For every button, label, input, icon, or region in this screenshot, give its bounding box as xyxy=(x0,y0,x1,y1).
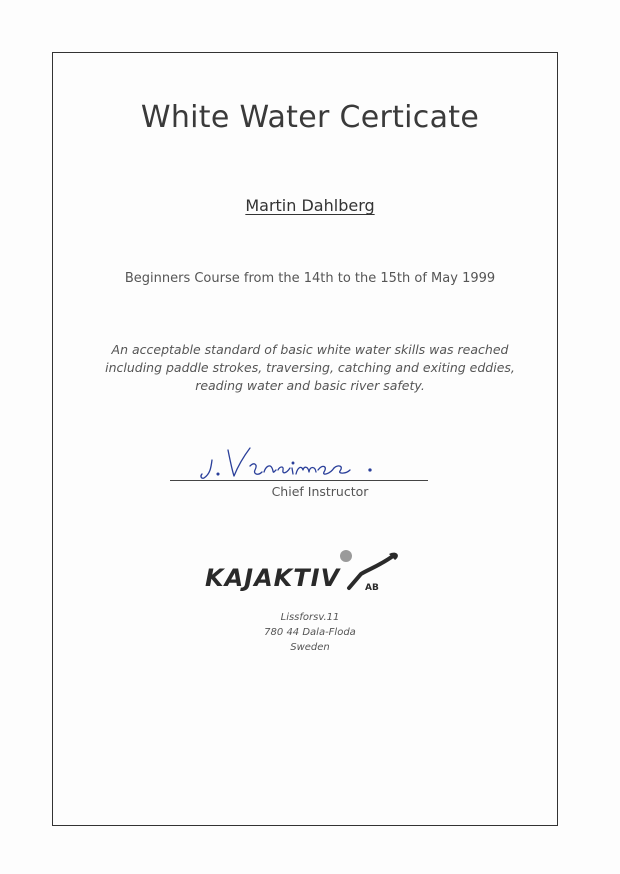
address-street: Lissforsv.11 xyxy=(280,612,340,623)
signature-role: Chief Instructor xyxy=(271,484,369,499)
address-postal: 780 44 Dala-Floda xyxy=(264,627,356,638)
achievement-line-1: An acceptable standard of basic white water skills was reached xyxy=(111,342,509,357)
recipient-name-row xyxy=(0,196,620,215)
achievement-line-2: including paddle strokes, traversing, catching and exiting eddies, xyxy=(105,360,515,375)
recipient-name: Martin Dahlberg xyxy=(245,196,375,215)
kajaktiv-logo xyxy=(203,548,403,600)
achievement-statement xyxy=(60,341,560,395)
issuer-address xyxy=(0,610,620,655)
achievement-line-3: reading water and basic river safety. xyxy=(195,378,425,393)
svg-text:KAJAKTIV: KAJAKTIV xyxy=(205,564,341,592)
address-country: Sweden xyxy=(290,642,330,653)
certificate-title: White Water Certicate xyxy=(140,100,480,135)
course-description: Beginners Course from the 14th to the 15th of May 1999 xyxy=(124,271,496,286)
certificate-border xyxy=(52,52,558,826)
handwritten-signature xyxy=(198,440,388,484)
svg-text:AB: AB xyxy=(365,583,379,593)
signature-line xyxy=(170,480,428,481)
